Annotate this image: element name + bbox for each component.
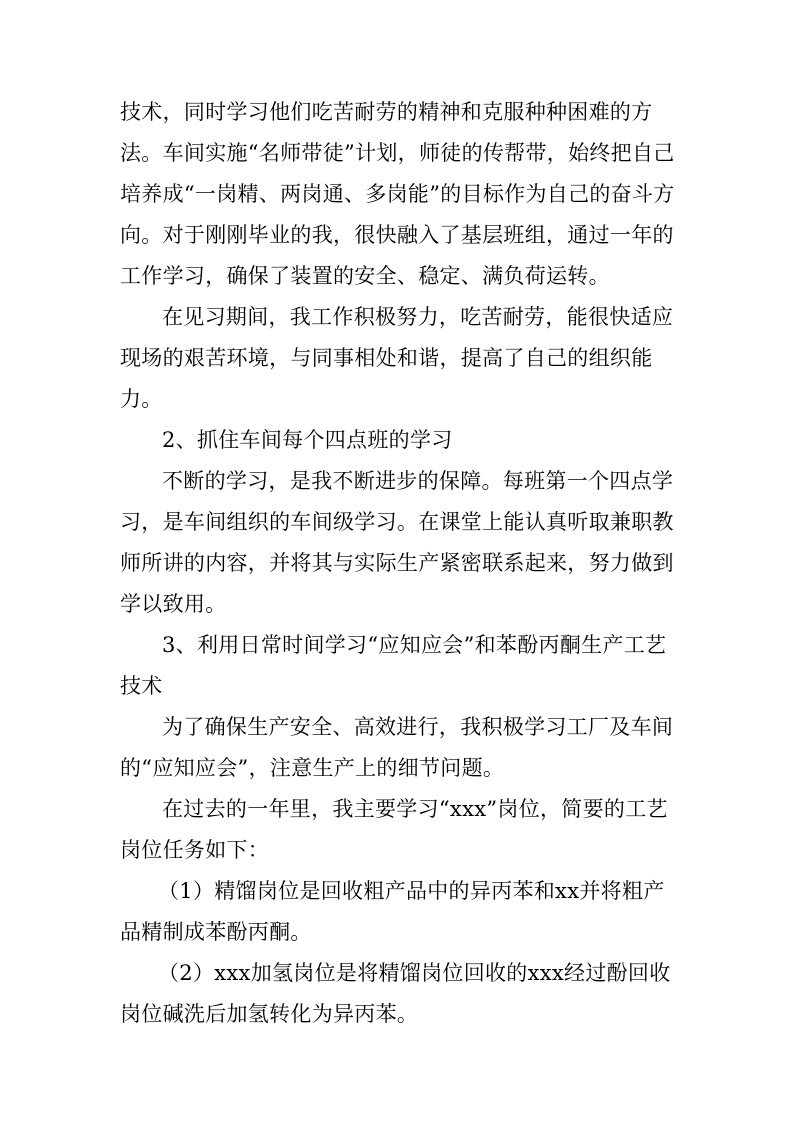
paragraph-past-year: 在过去的一年里，我主要学习“xxx”岗位，简要的工艺岗位任务如下：	[120, 797, 668, 862]
paragraph-internship: 在见习期间，我工作积极努力，吃苦耐劳，能很快适应现场的艰苦环境，与同事相处和谐，提高了自己的组织能力。	[120, 305, 674, 411]
paragraph-continuation: 技术，同时学习他们吃苦耐劳的精神和克服种种困难的方法。车间实施“名师带徒”计划，师徒的传帮带，始终把自己培养成“一岗精、两岗通、多岗能”的目标作为自己的奋斗方向。对于刚刚毕业的我，很快融入了基层班组，通过一年的工作学习，确保了装置的安全、稳定、满负荷运转。	[120, 100, 675, 288]
document-body	[120, 92, 678, 1035]
list-item-1: （1）精馏岗位是回收粗产品中的异丙苯和xx并将粗产品精制成苯酚丙酮。	[120, 879, 665, 944]
paragraph-safety: 为了确保生产安全、高效进行，我积极学习工厂及车间的“应知应会”，注意生产上的细节问题。	[120, 715, 674, 780]
paragraph-learning: 不断的学习，是我不断进步的保障。每班第一个四点学习，是车间组织的车间级学习。在课堂上能认真听取兼职教师所讲的内容，并将其与实际生产紧密联系起来，努力做到学以致用。	[120, 469, 674, 616]
section-heading-2: 2、抓住车间每个四点班的学习	[162, 428, 453, 452]
list-item-2: （2）xxx加氢岗位是将精馏岗位回收的xxx经过酚回收岗位碱洗后加氢转化为异丙苯。	[120, 961, 671, 1026]
section-heading-3: 3、利用日常时间学习“应知应会”和苯酚丙酮生产工艺技术	[120, 633, 667, 698]
